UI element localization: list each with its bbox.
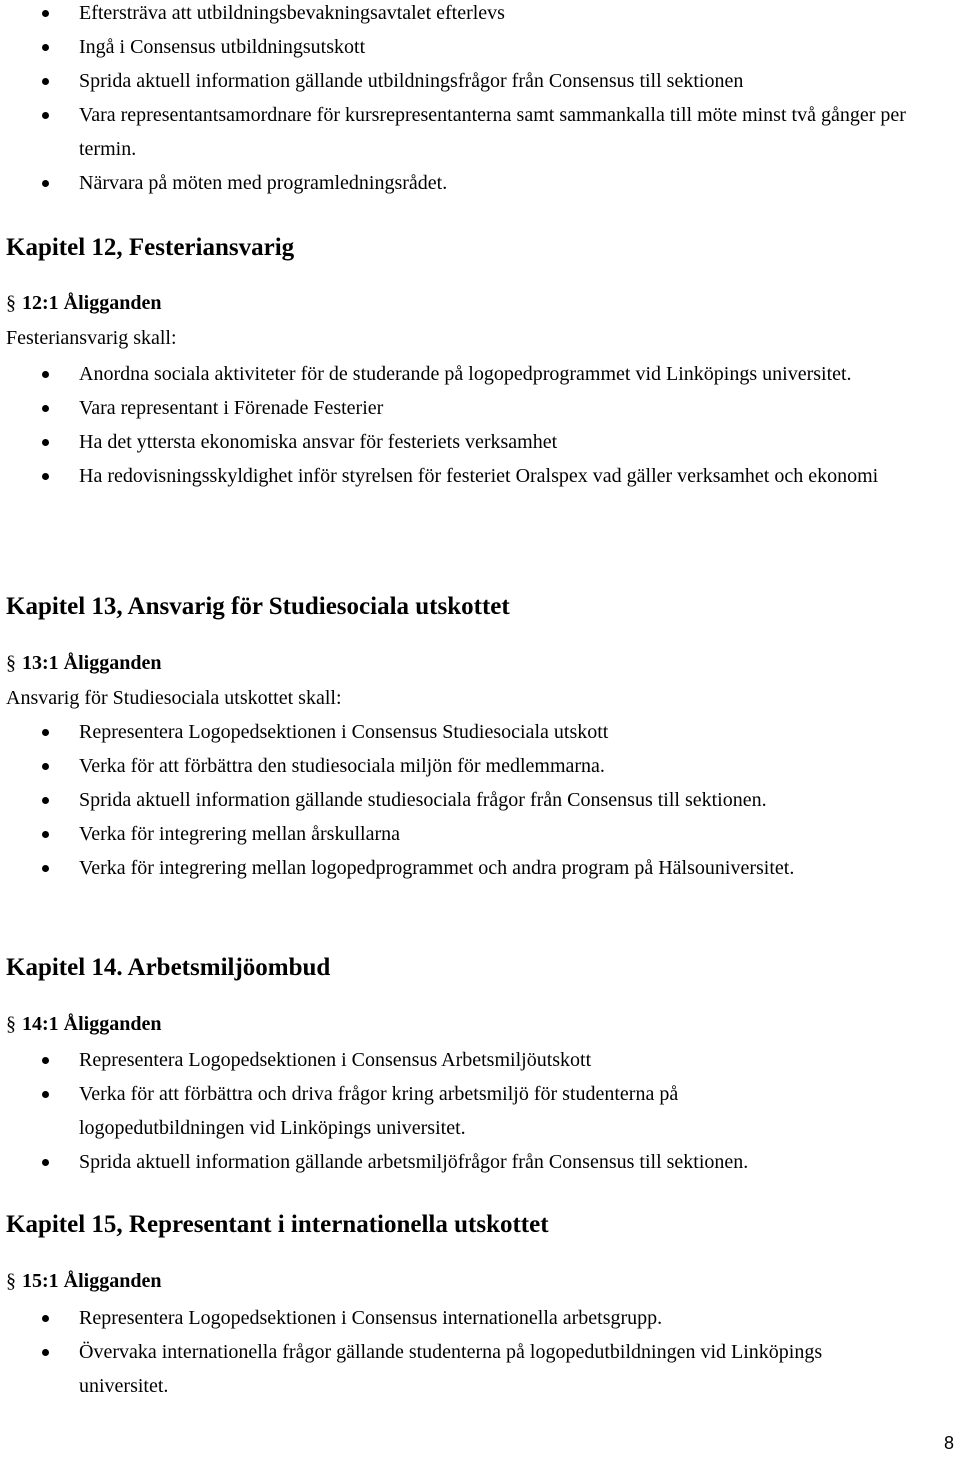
list-item: Vara representantsamordnare för kursrepresentanterna samt sammankalla till möte minst två gånger per termin.: [0, 98, 955, 166]
list-item: Ha det yttersta ekonomiska ansvar för festeriets verksamhet: [0, 425, 955, 459]
list-item: Ha redovisningsskyldighet inför styrelsen för festeriet Oralspex vad gäller verksamhet och ekonomi: [0, 459, 955, 493]
chapter-13-heading: Kapitel 13, Ansvarig för Studiesociala utskottet: [6, 593, 510, 620]
chapter-15-heading: Kapitel 15, Representant i internationella utskottet: [6, 1211, 549, 1238]
subheading-text: 12:1 Åligganden: [22, 292, 162, 314]
chapter-13-list: [0, 715, 955, 885]
chapter-14-subheading: [6, 1011, 161, 1037]
chapter-12-intro: Festeriansvarig skall:: [6, 327, 177, 349]
list-item: Anordna sociala aktiviteter för de studerande på logopedprogrammet vid Linköpings universitet.: [0, 357, 955, 391]
section-sign: §: [6, 652, 16, 674]
list-item: Verka för integrering mellan årskullarna: [0, 817, 955, 851]
list-item: Verka för integrering mellan logopedprogrammet och andra program på Hälsouniversitet.: [0, 851, 955, 885]
subheading-text: 14:1 Åligganden: [22, 1013, 162, 1035]
list-item: Ingå i Consensus utbildningsutskott: [0, 30, 955, 64]
chapter-14-list: [0, 1043, 955, 1179]
subheading-text: 13:1 Åligganden: [22, 652, 162, 674]
list-item: Närvara på möten med programledningsrådet.: [0, 166, 955, 200]
list-item: Verka för att förbättra och driva frågor kring arbetsmiljö för studenterna på logopedutbildningen vid Linköpings universitet.: [0, 1077, 955, 1145]
chapter-14-heading: Kapitel 14. Arbetsmiljöombud: [6, 954, 331, 981]
list-item: Eftersträva att utbildningsbevakningsavtalet efterlevs: [0, 0, 955, 30]
chapter-15-list: [0, 1301, 955, 1403]
section-sign: §: [6, 292, 16, 314]
subheading-text: 15:1 Åligganden: [22, 1270, 162, 1292]
page-number: 8: [943, 1433, 954, 1453]
chapter-13-intro: Ansvarig för Studiesociala utskottet skall:: [6, 687, 342, 709]
chapter-15-subheading: [6, 1268, 161, 1294]
section-sign: §: [6, 1013, 16, 1035]
top-bullet-list: [0, 0, 955, 200]
list-item: Sprida aktuell information gällande utbildningsfrågor från Consensus till sektionen: [0, 64, 955, 98]
list-item: Sprida aktuell information gällande studiesociala frågor från Consensus till sektionen.: [0, 783, 955, 817]
list-item: Sprida aktuell information gällande arbetsmiljöfrågor från Consensus till sektionen.: [0, 1145, 955, 1179]
chapter-12-subheading: [6, 290, 161, 316]
list-item: Verka för att förbättra den studiesociala miljön för medlemmarna.: [0, 749, 955, 783]
chapter-13-subheading: [6, 650, 161, 676]
list-item: Representera Logopedsektionen i Consensus Arbetsmiljöutskott: [0, 1043, 955, 1077]
list-item: Vara representant i Förenade Festerier: [0, 391, 955, 425]
list-item: Övervaka internationella frågor gällande studenterna på logopedutbildningen vid Linköpings universitet.: [0, 1335, 955, 1403]
list-item: Representera Logopedsektionen i Consensus internationella arbetsgrupp.: [0, 1301, 955, 1335]
list-item: Representera Logopedsektionen i Consensus Studiesociala utskott: [0, 715, 955, 749]
chapter-12-heading: Kapitel 12, Festeriansvarig: [6, 234, 295, 261]
chapter-12-list: [0, 357, 955, 493]
section-sign: §: [6, 1270, 16, 1292]
